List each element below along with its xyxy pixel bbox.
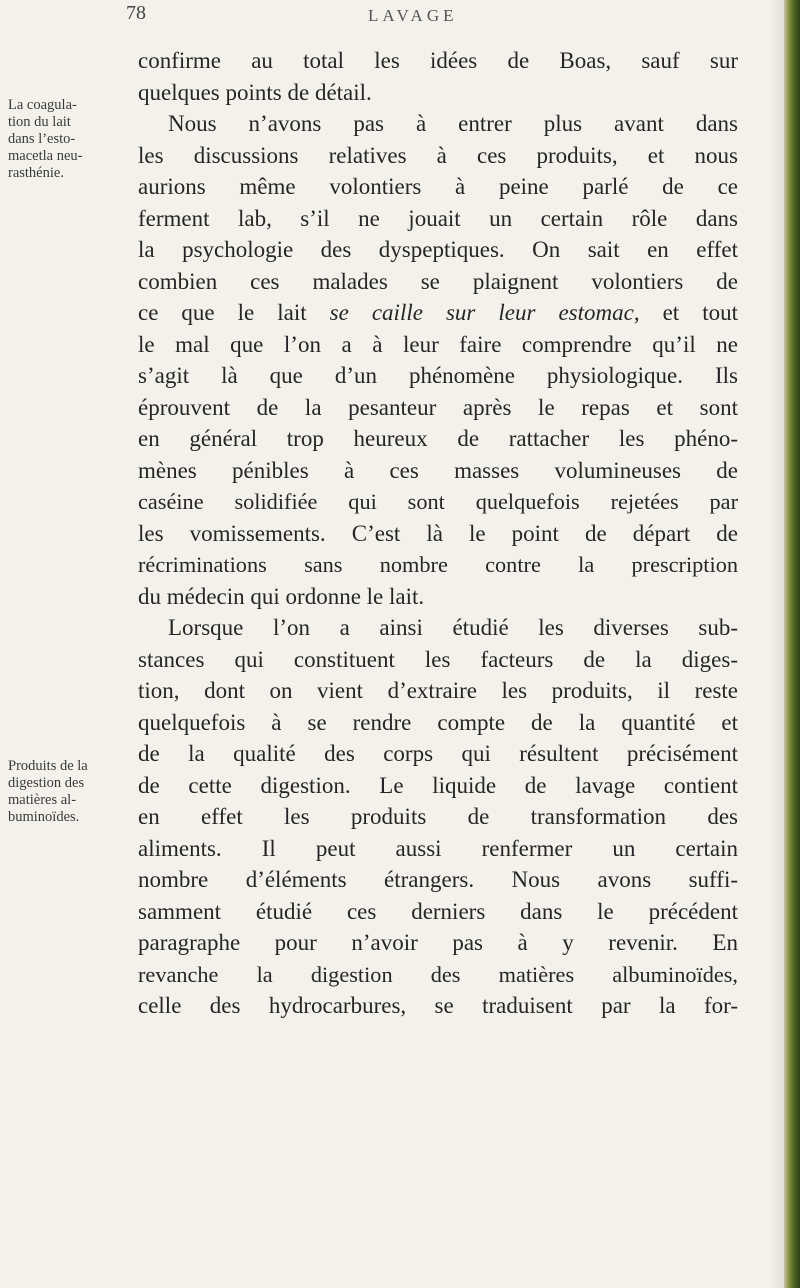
page-number: 78	[126, 2, 146, 24]
text-line-with-emphasis	[138, 297, 738, 329]
text-line: la psychologie des dyspeptiques. On sait en effet	[138, 237, 738, 262]
margin-note-line: tion du lait	[8, 114, 71, 130]
text-line: stances qui constituent les facteurs de la diges-	[138, 646, 738, 672]
text-span: , et tout	[633, 300, 738, 325]
page-binding-edge	[784, 0, 800, 1288]
margin-note-line: Produits de la	[8, 758, 88, 774]
margin-note-coagulation	[8, 97, 126, 182]
text-line: confirme au total les idées de Boas, sauf sur	[138, 48, 738, 73]
text-line: caséine solidifiée qui sont quelquefois rejetées par	[138, 489, 738, 514]
running-title: LAVAGE	[368, 6, 458, 25]
text-line: revanche la digestion des matières albuminoïdes,	[138, 961, 738, 987]
margin-note-line: matières al-	[8, 792, 77, 808]
margin-note-digestion-products	[8, 758, 126, 826]
text-line: aurions même volontiers à peine parlé de ce	[138, 174, 738, 199]
margin-note-line: dans l’esto-	[8, 131, 76, 147]
text-line: aliments. Il peut aussi renfermer un certain	[138, 835, 738, 861]
emphasis-text: se caille sur leur estomac	[329, 300, 634, 325]
text-line: samment étudié ces derniers dans le précédent	[138, 898, 738, 924]
text-line: celle des hydrocarbures, se traduisent par la for-	[138, 993, 738, 1018]
text-line: s’agit là que d’un phénomène physiologique. Ils	[138, 363, 738, 388]
text-line: en général trop heureux de rattacher les phéno-	[138, 426, 738, 451]
margin-note-line: rasthénie.	[8, 165, 64, 181]
margin-note-line: digestion des	[8, 775, 85, 791]
text-line: mènes pénibles à ces masses volumineuses de	[138, 457, 738, 483]
text-line: Lorsque l’on a ainsi étudié les diverses sub-	[168, 615, 738, 640]
text-line: nombre d’éléments étrangers. Nous avons suffi-	[138, 867, 738, 892]
text-line: de la qualité des corps qui résultent précisément	[138, 741, 738, 766]
text-line: ferment lab, s’il ne jouait un certain rôle dans	[138, 205, 738, 231]
text-line: Nous n’avons pas à entrer plus avant dans	[168, 111, 738, 136]
text-line: récriminations sans nombre contre la prescription	[138, 552, 738, 577]
text-line: quelquefois à se rendre compte de la quantité et	[138, 709, 738, 735]
text-line: les vomissements. C’est là le point de départ de	[138, 520, 738, 546]
margin-note-line: La coagula-	[8, 97, 77, 113]
body-text	[138, 45, 738, 1022]
text-line: combien ces malades se plaignent volontiers de	[138, 268, 738, 294]
text-line: paragraphe pour n’avoir pas à y revenir. En	[138, 930, 738, 955]
text-line: du médecin qui ordonne le lait.	[138, 583, 425, 609]
text-line: en effet les produits de transformation des	[138, 804, 738, 829]
text-line: éprouvent de la pesanteur après le repas et sont	[138, 394, 738, 420]
text-line: les discussions relatives à ces produits, et nous	[138, 142, 738, 168]
text-line: quelques points de détail.	[138, 79, 372, 105]
text-line: le mal que l’on a à leur faire comprendre qu’il ne	[138, 331, 738, 357]
binding-shadow	[770, 0, 784, 1288]
text-span: ce que le lait	[138, 300, 330, 325]
text-line: de cette digestion. Le liquide de lavage contient	[138, 772, 738, 798]
margin-note-line: macetla neu-	[8, 148, 83, 164]
margin-note-line: buminoïdes.	[8, 809, 80, 825]
text-line: tion, dont on vient d’extraire les produits, il reste	[138, 678, 738, 703]
